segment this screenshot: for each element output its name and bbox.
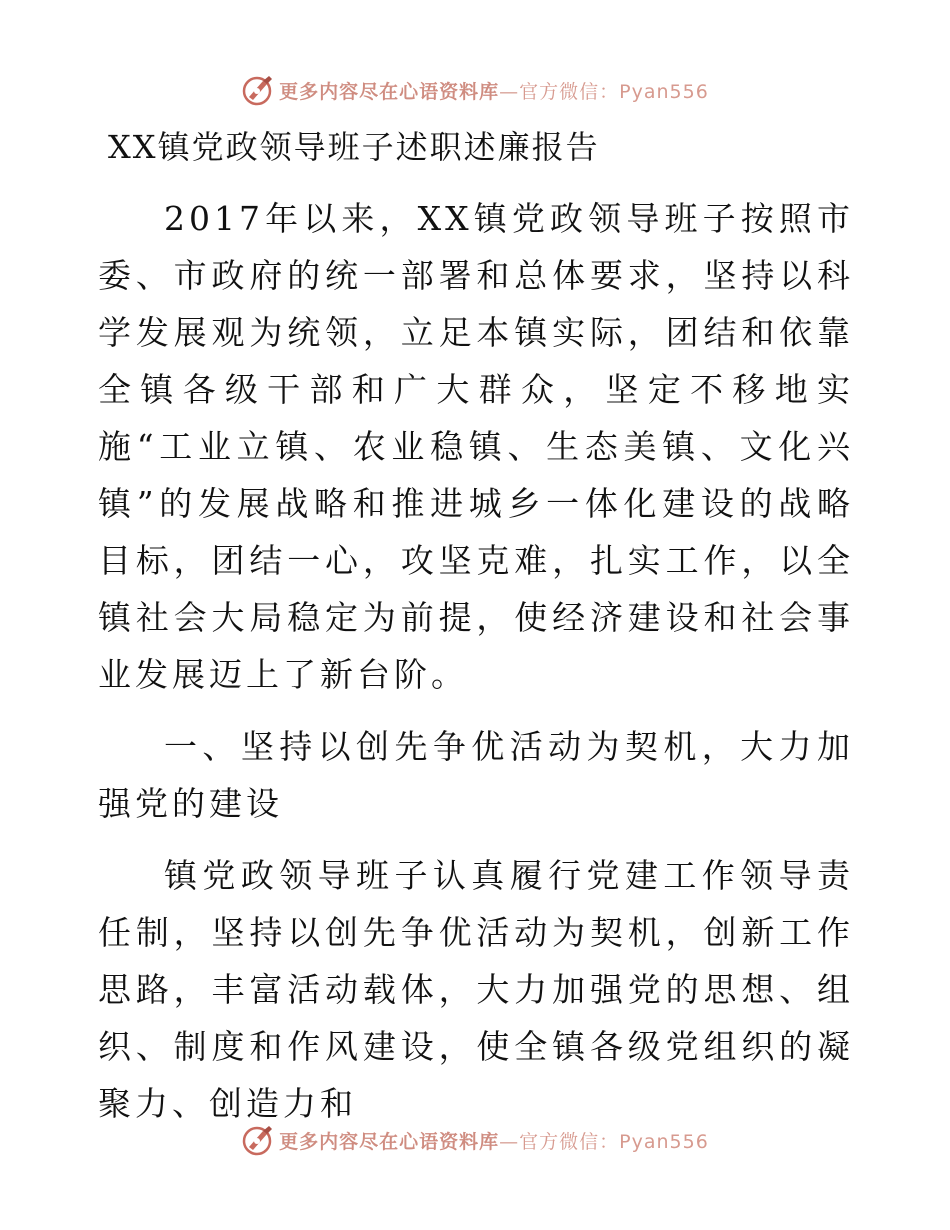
banner-separator: — bbox=[499, 80, 520, 103]
pen-circle-logo-icon bbox=[241, 73, 275, 107]
banner-text bbox=[279, 1127, 709, 1154]
header-watermark-banner bbox=[0, 70, 950, 110]
footer-watermark-banner bbox=[0, 1120, 950, 1160]
pen-circle-logo-icon bbox=[241, 1123, 275, 1157]
document-title: XX镇党政领导班子述职述廉报告 bbox=[108, 128, 600, 166]
banner-main-text: 更多内容尽在心语资料库 bbox=[279, 1130, 500, 1153]
banner-main-text: 更多内容尽在心语资料库 bbox=[279, 80, 500, 103]
banner-separator: — bbox=[499, 1130, 520, 1153]
banner-wechat-text: 官方微信：Pyan556 bbox=[519, 80, 709, 103]
paragraph-party-building: 镇党政领导班子认真履行党建工作领导责任制，坚持以创先争优活动为契机，创新工作思路，丰富活动载体，大力加强党的思想、组织、制度和作风建设，使全镇各级党组织的凝聚力、创造力和 bbox=[98, 856, 854, 1123]
document-body bbox=[98, 122, 854, 1132]
banner-wechat-text: 官方微信：Pyan556 bbox=[519, 1130, 709, 1153]
section-heading-1: 一、坚持以创先争优活动为契机，大力加强党的建设 bbox=[98, 727, 854, 823]
paragraph-intro: 2017年以来，XX镇党政领导班子按照市委、市政府的统一部署和总体要求，坚持以科学发展观为统领，立足本镇实际，团结和依靠全镇各级干部和广大群众，坚定不移地实施“工业立镇、农业稳镇、生态美镇、文化兴镇”的发展战略和推进城乡一体化建设的战略目标，团结一心，攻坚克难，扎实工作，以全镇社会大局稳定为前提，使经济建设和社会事业发展迈上了新台阶。 bbox=[98, 199, 854, 694]
banner-text bbox=[279, 77, 709, 104]
